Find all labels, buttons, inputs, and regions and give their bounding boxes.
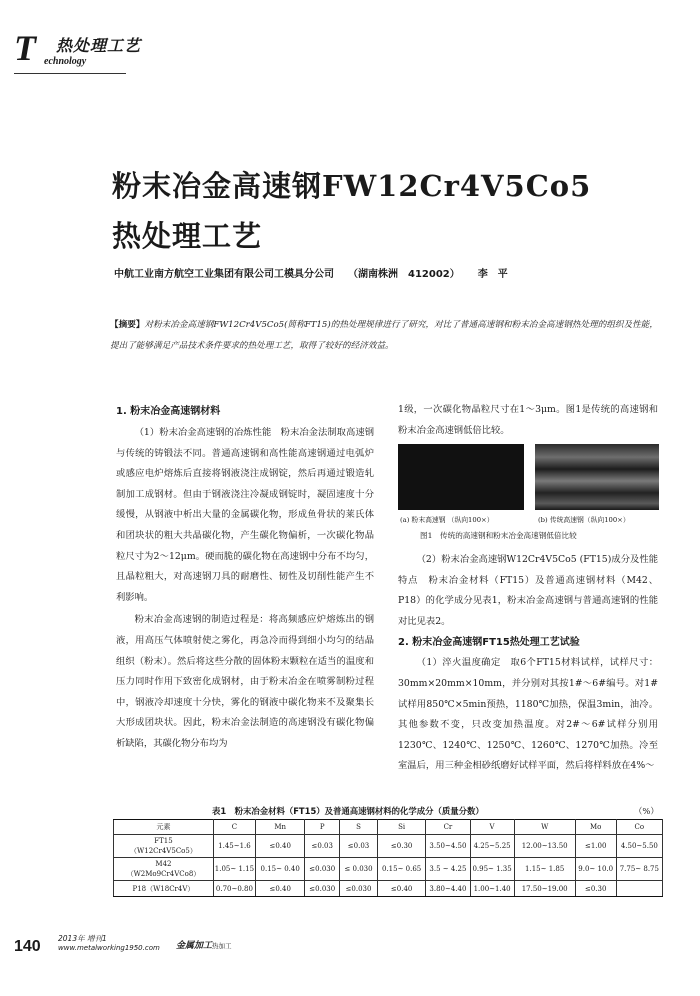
table-cell: 4.50~5.50 (616, 835, 662, 858)
page-number: 140 (14, 938, 41, 955)
material-name: FT15 (154, 837, 173, 845)
table-cell-material (114, 858, 214, 881)
abstract-label: 【摘要】 (110, 320, 145, 330)
magazine-title: 金属加工 (176, 941, 213, 951)
table-header-cell: Cr (426, 820, 470, 835)
figure-photo-powder-steel (398, 444, 524, 510)
table-cell-material (114, 835, 214, 858)
website-link[interactable]: www.metalworking1950.com (58, 944, 160, 952)
table-cell: ≤0.030 (305, 881, 340, 897)
table-cell: ≤0.03 (305, 835, 340, 858)
table-header-cell: Si (377, 820, 425, 835)
table-cell (616, 881, 662, 897)
table-row (114, 858, 663, 881)
material-grade: （W2Mo9Cr4VCo8） (126, 870, 201, 878)
title-line-2: 热处理工艺 (112, 219, 263, 253)
affiliation-org: 中航工业南方航空工业集团有限公司工模具分公司 (114, 269, 334, 280)
table-unit: （%） (634, 806, 659, 816)
table-cell: 7.75~ 8.75 (616, 858, 662, 881)
title-line-1: 粉末冶金高速钢FW12Cr4V5Co5 (112, 169, 592, 203)
header-column-cn: 热处理工艺 (56, 36, 142, 55)
table-cell: ≤0.40 (255, 835, 304, 858)
table-cell: ≤0.40 (377, 881, 425, 897)
section-1-heading: 1. 粉末冶金高速钢材料 (116, 406, 221, 417)
table-row (114, 835, 663, 858)
material-grade: （W12Cr4V5Co5） (130, 847, 197, 855)
section-1-paragraph-1: （1）粉末冶金高速钢的冶炼性能 粉末冶金法制取高速钢与传统的铸锻法不同。普通高速钢和高性能高速钢通过电弧炉或感应电炉熔炼后直接将钢液浇注成钢锭，然后再通过锻造轧制加工成钢材。但由于钢液浇注冷凝成钢锭时，凝固速度十分缓慢，从钢液中析出大量的金属碳化物，形成鱼骨状的莱氏体和团块状的粗大共晶碳化物，产生碳化物偏析，一次碳化物晶粒尺寸为2～12μm。硬而脆的碳化物在高速钢中分布不均匀，且晶粒粗大，对高速钢刀具的耐磨性、韧性及切削性能产生不利影响。 (116, 427, 374, 603)
right-column-continuation: 1级，一次碳化物晶粒尺寸在1～3μm。图1是传统的高速钢和粉末冶金高速钢低倍比较。 (398, 404, 658, 436)
table-cell: 12.00~13.50 (514, 835, 575, 858)
affiliation-location: （湖南株洲 412002） (348, 269, 460, 280)
figure-subcaption-a: (a) 粉末高速钢 （纵向100×） (400, 516, 494, 524)
table-cell: 9.0~ 10.0 (575, 858, 616, 881)
author-name: 李 平 (477, 269, 508, 280)
figure-caption: 图1 传统的高速钢和粉末冶金高速钢低倍比较 (420, 531, 577, 540)
body-column-right-bottom (398, 550, 658, 777)
table-cell: 3.5 ~ 4.25 (426, 858, 470, 881)
table-header-cell: W (514, 820, 575, 835)
table-cell: ≤0.30 (575, 881, 616, 897)
abstract (110, 315, 658, 357)
header-rule (14, 73, 126, 74)
table-title: 表1 粉末冶金材料（FT15）及普通高速钢材料的化学成分（质量分数） (212, 806, 484, 816)
table-header-cell: Co (616, 820, 662, 835)
table-cell: 1.45~1.6 (213, 835, 255, 858)
table-cell: ≤0.030 (340, 881, 378, 897)
table-header-cell: Mn (255, 820, 304, 835)
affiliation (114, 265, 508, 280)
table-cell: 4.25~5.25 (470, 835, 514, 858)
section-2-heading: 2. 粉末冶金高速钢FT15热处理工艺试验 (398, 637, 580, 649)
table-cell: ≤0.030 (305, 858, 340, 881)
section-1-paragraph-2: 粉末冶金高速钢的制造过程是：将高频感应炉熔炼出的钢液，用高压气体喷射使之雾化，再急冷而得到细小均匀的结晶组织（粉末）。然后将这些分散的固体粉末颗粒在适当的温度和压力同时作用下致密化成钢材，由于粉末冶金在喷雾制粉过程中，钢液冷却速度十分快，雾化的钢液中碳化物来不及聚集长大形成团块状。因此，粉末冶金法制造的高速钢没有碳化物偏析缺陷，其碳化物分布均为 (116, 614, 374, 749)
figure-subcaption-b: (b) 传统高速钢（纵向100×） (538, 516, 630, 524)
table-cell: 0.95~ 1.35 (470, 858, 514, 881)
table-cell: 17.50~19.00 (514, 881, 575, 897)
table-cell: 0.15~ 0.40 (255, 858, 304, 881)
table-cell: ≤0.03 (340, 835, 378, 858)
header-column-en: echnology (44, 56, 87, 67)
table-cell: 3.50~4.50 (426, 835, 470, 858)
section-2-paragraph-1: （1）淬火温度确定 取6个FT15材料试样，试样尺寸：30mm×20mm×10mm，并分别对其按1#～6#编号。对1#试样用850℃×5min预热，1180℃加热，保温3min，油冷。其他参数不变，只改变加热温度。对2#～6#试样分别用1230℃、1240℃、1250℃、1260℃、1270℃加热。冷至室温后，用三种金相砂纸磨好试样平面，然后将样料放在4%～ (398, 657, 658, 772)
table-cell: ≤1.00 (575, 835, 616, 858)
body-column-left (116, 402, 374, 755)
table-header-cell: 元素 (114, 820, 214, 835)
table-cell-material: P18（W18Cr4V） (114, 881, 214, 897)
table-cell: 1.00~1.40 (470, 881, 514, 897)
table-header-cell: C (213, 820, 255, 835)
figure-photo-conventional-steel (535, 444, 659, 510)
table-cell: 0.15~ 0.65 (377, 858, 425, 881)
magazine-section: 热加工 (212, 942, 232, 950)
table-cell: 1.05~ 1.15 (213, 858, 255, 881)
table-cell: 1.15~ 1.85 (514, 858, 575, 881)
table-cell: ≤0.30 (377, 835, 425, 858)
chemical-composition-table (113, 819, 663, 897)
table-row (114, 881, 663, 897)
table-cell: ≤0.40 (255, 881, 304, 897)
table-cell: 0.70~0.80 (213, 881, 255, 897)
table-header-cell: Mo (575, 820, 616, 835)
table-cell: 3.80~4.40 (426, 881, 470, 897)
header-logo-letter: T (14, 28, 36, 68)
table-header-row (114, 820, 663, 835)
abstract-text: 对粉末冶金高速钢FW12Cr4V5Co5(简称FT15)的热处理规律进行了研究，对比了普通高速钢和粉末冶金高速钢热处理的组织及性能，提出了能够满足产品技术条件要求的热处理工艺，取得了较好的经济效益。 (110, 320, 658, 351)
table-cell: ≤ 0.030 (340, 858, 378, 881)
table-header-cell: P (305, 820, 340, 835)
magazine-name (176, 938, 232, 951)
table-header-cell: V (470, 820, 514, 835)
issue-label: 2013年 增刊1 (58, 934, 107, 943)
section-1-paragraph-3: （2）粉末冶金高速钢W12Cr4V5Co5 (FT15)成分及性能特点 粉末冶金材料（FT15）及普通高速钢材料（M42、P18）的化学成分见表1，粉末冶金高速钢与普通高速钢的性能对比见表2。 (398, 554, 658, 627)
material-name: M42 (155, 860, 172, 868)
body-column-right-top (398, 400, 658, 441)
table-header-cell: S (340, 820, 378, 835)
